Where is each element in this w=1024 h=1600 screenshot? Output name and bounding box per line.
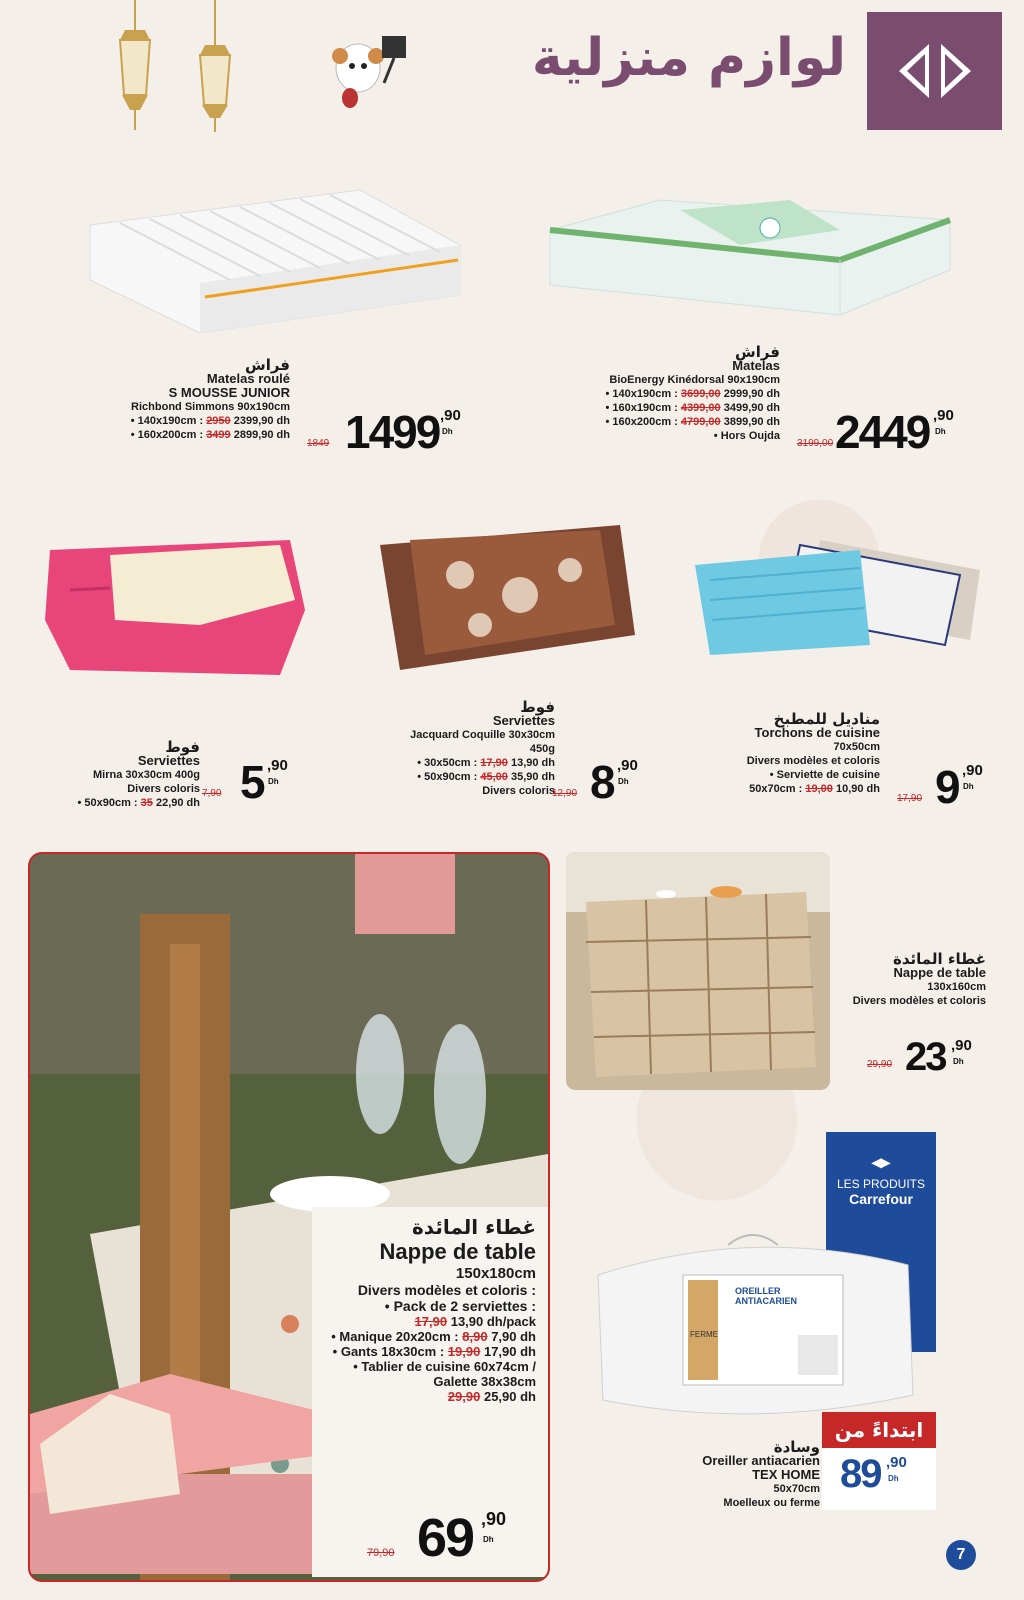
old-price: 29,90 xyxy=(867,1059,893,1070)
pink-towel-text xyxy=(30,740,200,810)
mattress-rolled-text xyxy=(100,358,290,442)
tablecloth-offer-card xyxy=(312,1207,548,1577)
product-detail: Jacquard Coquille 30x30cm xyxy=(410,729,555,741)
pillow-pack-label: OREILLER ANTIACARIEN xyxy=(735,1286,797,1306)
band-brand: Carrefour xyxy=(849,1191,913,1207)
product-option: • 50x90cm : 35 22,90 dh xyxy=(77,797,200,809)
product-name: Matelas xyxy=(732,358,780,373)
kitchen-towels-image xyxy=(690,530,990,660)
price-decimal: ,90 xyxy=(440,407,461,424)
mattress-rolled-price xyxy=(307,405,461,459)
garden-table-photo xyxy=(28,852,550,1582)
kitchen-towels-text xyxy=(700,712,880,796)
pillow-price xyxy=(840,1452,907,1497)
product-name: Serviettes xyxy=(137,753,200,768)
price-integer: 2449 xyxy=(835,406,930,458)
product-detail: Divers modèles et coloris xyxy=(746,755,880,767)
mattress-bioenergy-image xyxy=(540,190,960,320)
product-detail: Divers modèles et coloris : xyxy=(357,1282,536,1298)
product-title-ar: فوط xyxy=(520,698,555,716)
product-option: • 30x50cm : 17,90 13,90 dh xyxy=(417,757,555,769)
tablecloth-big-price xyxy=(367,1507,507,1569)
lantern-icon xyxy=(190,0,240,135)
price-decimal: ,90 xyxy=(886,1454,907,1471)
product-option: • 140x190cm : 2950 2399,90 dh xyxy=(130,415,290,427)
old-price: 1849 xyxy=(307,438,330,449)
price-integer: 8 xyxy=(590,756,614,808)
product-detail: BioEnergy Kinédorsal 90x190cm xyxy=(609,374,780,386)
price-currency: Dh xyxy=(888,1474,899,1483)
tablecloth-small-text xyxy=(836,952,986,1008)
header xyxy=(0,0,1024,140)
price-integer: 5 xyxy=(240,756,264,808)
product-name: Serviettes xyxy=(492,713,555,728)
carrefour-logo-icon: ◂▸ xyxy=(871,1152,891,1172)
product-detail: • Pack de 2 serviettes : xyxy=(384,1298,536,1314)
product-option: • Manique 20x20cm : 8,90 7,90 dh xyxy=(331,1329,536,1344)
price-integer: 23 xyxy=(905,1035,946,1079)
product-option: 50x70cm : 19,00 10,90 dh xyxy=(749,783,880,795)
dining-table-photo xyxy=(566,852,830,1090)
pink-towel-price xyxy=(202,755,288,809)
brown-towel-image xyxy=(370,515,640,675)
product-option: • 140x190cm : 3699,00 2999,90 dh xyxy=(605,388,780,400)
dining-table-illustration xyxy=(566,852,830,1090)
product-detail: Divers coloris xyxy=(482,785,555,797)
mattress-rolled-image xyxy=(80,185,470,335)
product-title-ar: فوط xyxy=(165,738,200,756)
product-option: 29,90 25,90 dh xyxy=(447,1389,536,1404)
tablecloth-small-price xyxy=(867,1035,972,1080)
mattress-bioenergy-text xyxy=(580,345,780,443)
price-decimal: ,90 xyxy=(933,407,954,424)
brand-name: TEX HOME xyxy=(752,1467,820,1482)
sheep-icon xyxy=(318,28,418,113)
page-title: لوازم منزلية xyxy=(531,28,846,88)
price-currency: Dh xyxy=(483,1535,494,1544)
product-detail: Moelleux ou ferme xyxy=(723,1497,820,1509)
product-name: Torchons de cuisine xyxy=(754,725,880,740)
page-number: 7 xyxy=(946,1540,976,1570)
product-option: • 160x190cm : 4399,00 3499,90 dh xyxy=(605,402,780,414)
price-decimal: ,90 xyxy=(951,1037,972,1054)
product-name: Nappe de table xyxy=(893,965,986,980)
band-text: LES PRODUITS xyxy=(836,1177,926,1191)
carrefour-logo-icon xyxy=(885,36,985,106)
mattress-bioenergy-price xyxy=(797,405,954,459)
pink-towel-image xyxy=(40,530,310,680)
brown-towel-price xyxy=(552,755,638,809)
product-detail: Richbond Simmons 90x190cm xyxy=(131,401,290,413)
starting-from-badge: ابتداءً من xyxy=(822,1412,936,1448)
product-title-ar: مناديل للمطبخ xyxy=(773,710,880,728)
price-decimal: ,90 xyxy=(481,1509,507,1529)
product-detail: Divers modèles et coloris xyxy=(852,995,986,1007)
price-currency: Dh xyxy=(935,427,946,436)
price-currency: Dh xyxy=(268,777,279,786)
lantern-icon xyxy=(110,0,160,135)
product-detail: Mirna 30x30cm 400g xyxy=(92,769,200,781)
product-option: • 160x200cm : 4799,00 3899,90 dh xyxy=(605,416,780,428)
price-currency: Dh xyxy=(618,777,629,786)
product-title-ar: غطاء المائدة xyxy=(412,1215,536,1239)
price-decimal: ,90 xyxy=(267,757,288,774)
price-integer: 9 xyxy=(935,761,959,813)
pillow-text xyxy=(660,1440,820,1510)
price-integer: 1499 xyxy=(345,406,440,458)
old-price: 79,90 xyxy=(367,1547,395,1559)
product-detail: 50x70cm xyxy=(773,1483,820,1495)
old-price: 17,90 xyxy=(897,793,923,804)
price-decimal: ,90 xyxy=(617,757,638,774)
price-currency: Dh xyxy=(953,1057,964,1066)
product-detail: • Serviette de cuisine xyxy=(769,769,880,781)
product-option: • Gants 18x30cm : 19,90 17,90 dh xyxy=(332,1344,536,1359)
pillow-image xyxy=(588,1225,918,1425)
product-option: • 50x90cm : 45,00 35,90 dh xyxy=(417,771,555,783)
product-name-2: S MOUSSE JUNIOR xyxy=(168,385,290,400)
product-detail: • Hors Oujda xyxy=(713,430,780,442)
price-currency: Dh xyxy=(442,427,453,436)
old-price: 12,90 xyxy=(552,788,578,799)
product-title-ar: فراش xyxy=(735,343,780,361)
old-price: 7,90 xyxy=(202,788,222,799)
product-detail: 450g xyxy=(529,743,555,755)
pillow-price-box xyxy=(822,1448,936,1510)
brown-towel-text xyxy=(355,700,555,798)
product-title-ar: وسادة xyxy=(773,1438,820,1456)
product-title-ar: غطاء المائدة xyxy=(893,950,986,968)
product-detail: • Tablier de cuisine 60x74cm / xyxy=(353,1359,536,1374)
product-name: Matelas roulé xyxy=(206,371,290,386)
old-price: 3199,00 xyxy=(797,438,834,449)
product-detail: Galette 38x38cm xyxy=(433,1374,536,1389)
product-detail: 150x180cm xyxy=(455,1265,536,1282)
product-detail: Divers coloris xyxy=(127,783,200,795)
product-name: Nappe de table xyxy=(379,1239,536,1264)
price-integer: 69 xyxy=(417,1508,474,1568)
kitchen-towels-price xyxy=(897,760,983,814)
product-option: • 160x200cm : 3499 2899,90 dh xyxy=(130,429,290,441)
pillow-pack-type: FERME xyxy=(690,1330,718,1339)
price-currency: Dh xyxy=(963,782,974,791)
product-option: 17,90 13,90 dh/pack xyxy=(414,1314,536,1329)
carrefour-logo xyxy=(867,12,1002,130)
product-name: Oreiller antiacarien xyxy=(702,1453,820,1468)
product-detail: 70x50cm xyxy=(833,741,880,753)
product-title-ar: فراش xyxy=(245,356,290,374)
product-detail: 130x160cm xyxy=(927,981,986,993)
price-integer: 89 xyxy=(840,1452,881,1496)
price-decimal: ,90 xyxy=(962,762,983,779)
